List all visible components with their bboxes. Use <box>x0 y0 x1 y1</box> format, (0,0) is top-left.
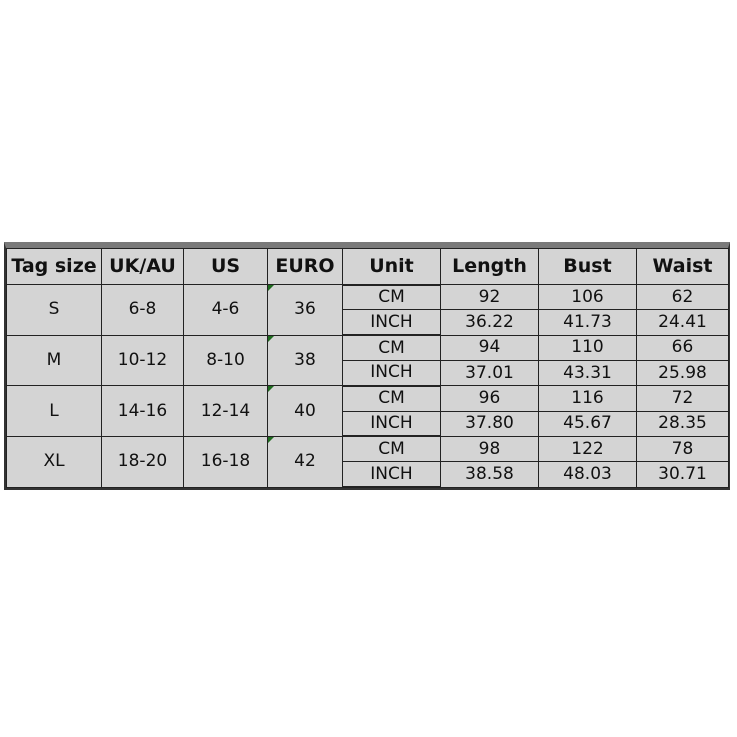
euro-value: 36 <box>294 299 316 320</box>
header-bust: Bust <box>539 249 637 285</box>
corner-marker <box>268 336 274 342</box>
header-unit: Unit <box>343 249 441 285</box>
bust-cell: 43.31 <box>539 360 637 385</box>
header-waist: Waist <box>637 249 729 285</box>
us-cell: 4-6 <box>184 285 268 336</box>
bust-cell: 45.67 <box>539 411 637 436</box>
uk-au-cell: 14-16 <box>102 386 184 437</box>
bust-cell: 41.73 <box>539 310 637 335</box>
header-us: US <box>184 249 268 285</box>
waist-cell: 25.98 <box>637 360 729 385</box>
table-row <box>7 335 729 360</box>
header-row <box>7 249 729 285</box>
euro-value: 42 <box>294 451 316 472</box>
bust-cell: 122 <box>539 436 637 461</box>
unit-cell: CM <box>343 386 441 411</box>
table-row <box>7 386 729 411</box>
size-chart-frame <box>4 242 730 490</box>
unit-cell: INCH <box>343 310 441 335</box>
corner-marker <box>268 437 274 443</box>
us-cell: 8-10 <box>184 335 268 386</box>
euro-cell <box>268 335 343 386</box>
header-length: Length <box>441 249 539 285</box>
tag-size-cell: S <box>7 285 102 336</box>
length-cell: 36.22 <box>441 310 539 335</box>
size-chart-table <box>6 248 729 488</box>
tag-size-cell: M <box>7 335 102 386</box>
table-row <box>7 436 729 461</box>
bust-cell: 48.03 <box>539 462 637 487</box>
waist-cell: 62 <box>637 285 729 310</box>
length-cell: 98 <box>441 436 539 461</box>
length-cell: 94 <box>441 335 539 360</box>
bust-cell: 106 <box>539 285 637 310</box>
euro-value: 40 <box>294 400 316 421</box>
header-euro: EURO <box>268 249 343 285</box>
length-cell: 37.01 <box>441 360 539 385</box>
unit-cell: INCH <box>343 360 441 385</box>
waist-cell: 28.35 <box>637 411 729 436</box>
unit-cell: CM <box>343 285 441 310</box>
waist-cell: 66 <box>637 335 729 360</box>
table-row <box>7 285 729 310</box>
waist-cell: 72 <box>637 386 729 411</box>
unit-cell: INCH <box>343 411 441 436</box>
uk-au-cell: 6-8 <box>102 285 184 336</box>
waist-cell: 78 <box>637 436 729 461</box>
length-cell: 96 <box>441 386 539 411</box>
corner-marker <box>268 386 274 392</box>
bust-cell: 116 <box>539 386 637 411</box>
us-cell: 16-18 <box>184 436 268 487</box>
tag-size-cell: L <box>7 386 102 437</box>
euro-cell <box>268 285 343 336</box>
uk-au-cell: 10-12 <box>102 335 184 386</box>
us-cell: 12-14 <box>184 386 268 437</box>
euro-cell <box>268 386 343 437</box>
header-tag-size: Tag size <box>7 249 102 285</box>
header-uk-au: UK/AU <box>102 249 184 285</box>
waist-cell: 30.71 <box>637 462 729 487</box>
unit-cell: CM <box>343 436 441 461</box>
bust-cell: 110 <box>539 335 637 360</box>
unit-cell: INCH <box>343 462 441 487</box>
length-cell: 92 <box>441 285 539 310</box>
uk-au-cell: 18-20 <box>102 436 184 487</box>
length-cell: 38.58 <box>441 462 539 487</box>
length-cell: 37.80 <box>441 411 539 436</box>
waist-cell: 24.41 <box>637 310 729 335</box>
unit-cell: CM <box>343 335 441 360</box>
euro-value: 38 <box>294 349 316 370</box>
euro-cell <box>268 436 343 487</box>
tag-size-cell: XL <box>7 436 102 487</box>
corner-marker <box>268 285 274 291</box>
